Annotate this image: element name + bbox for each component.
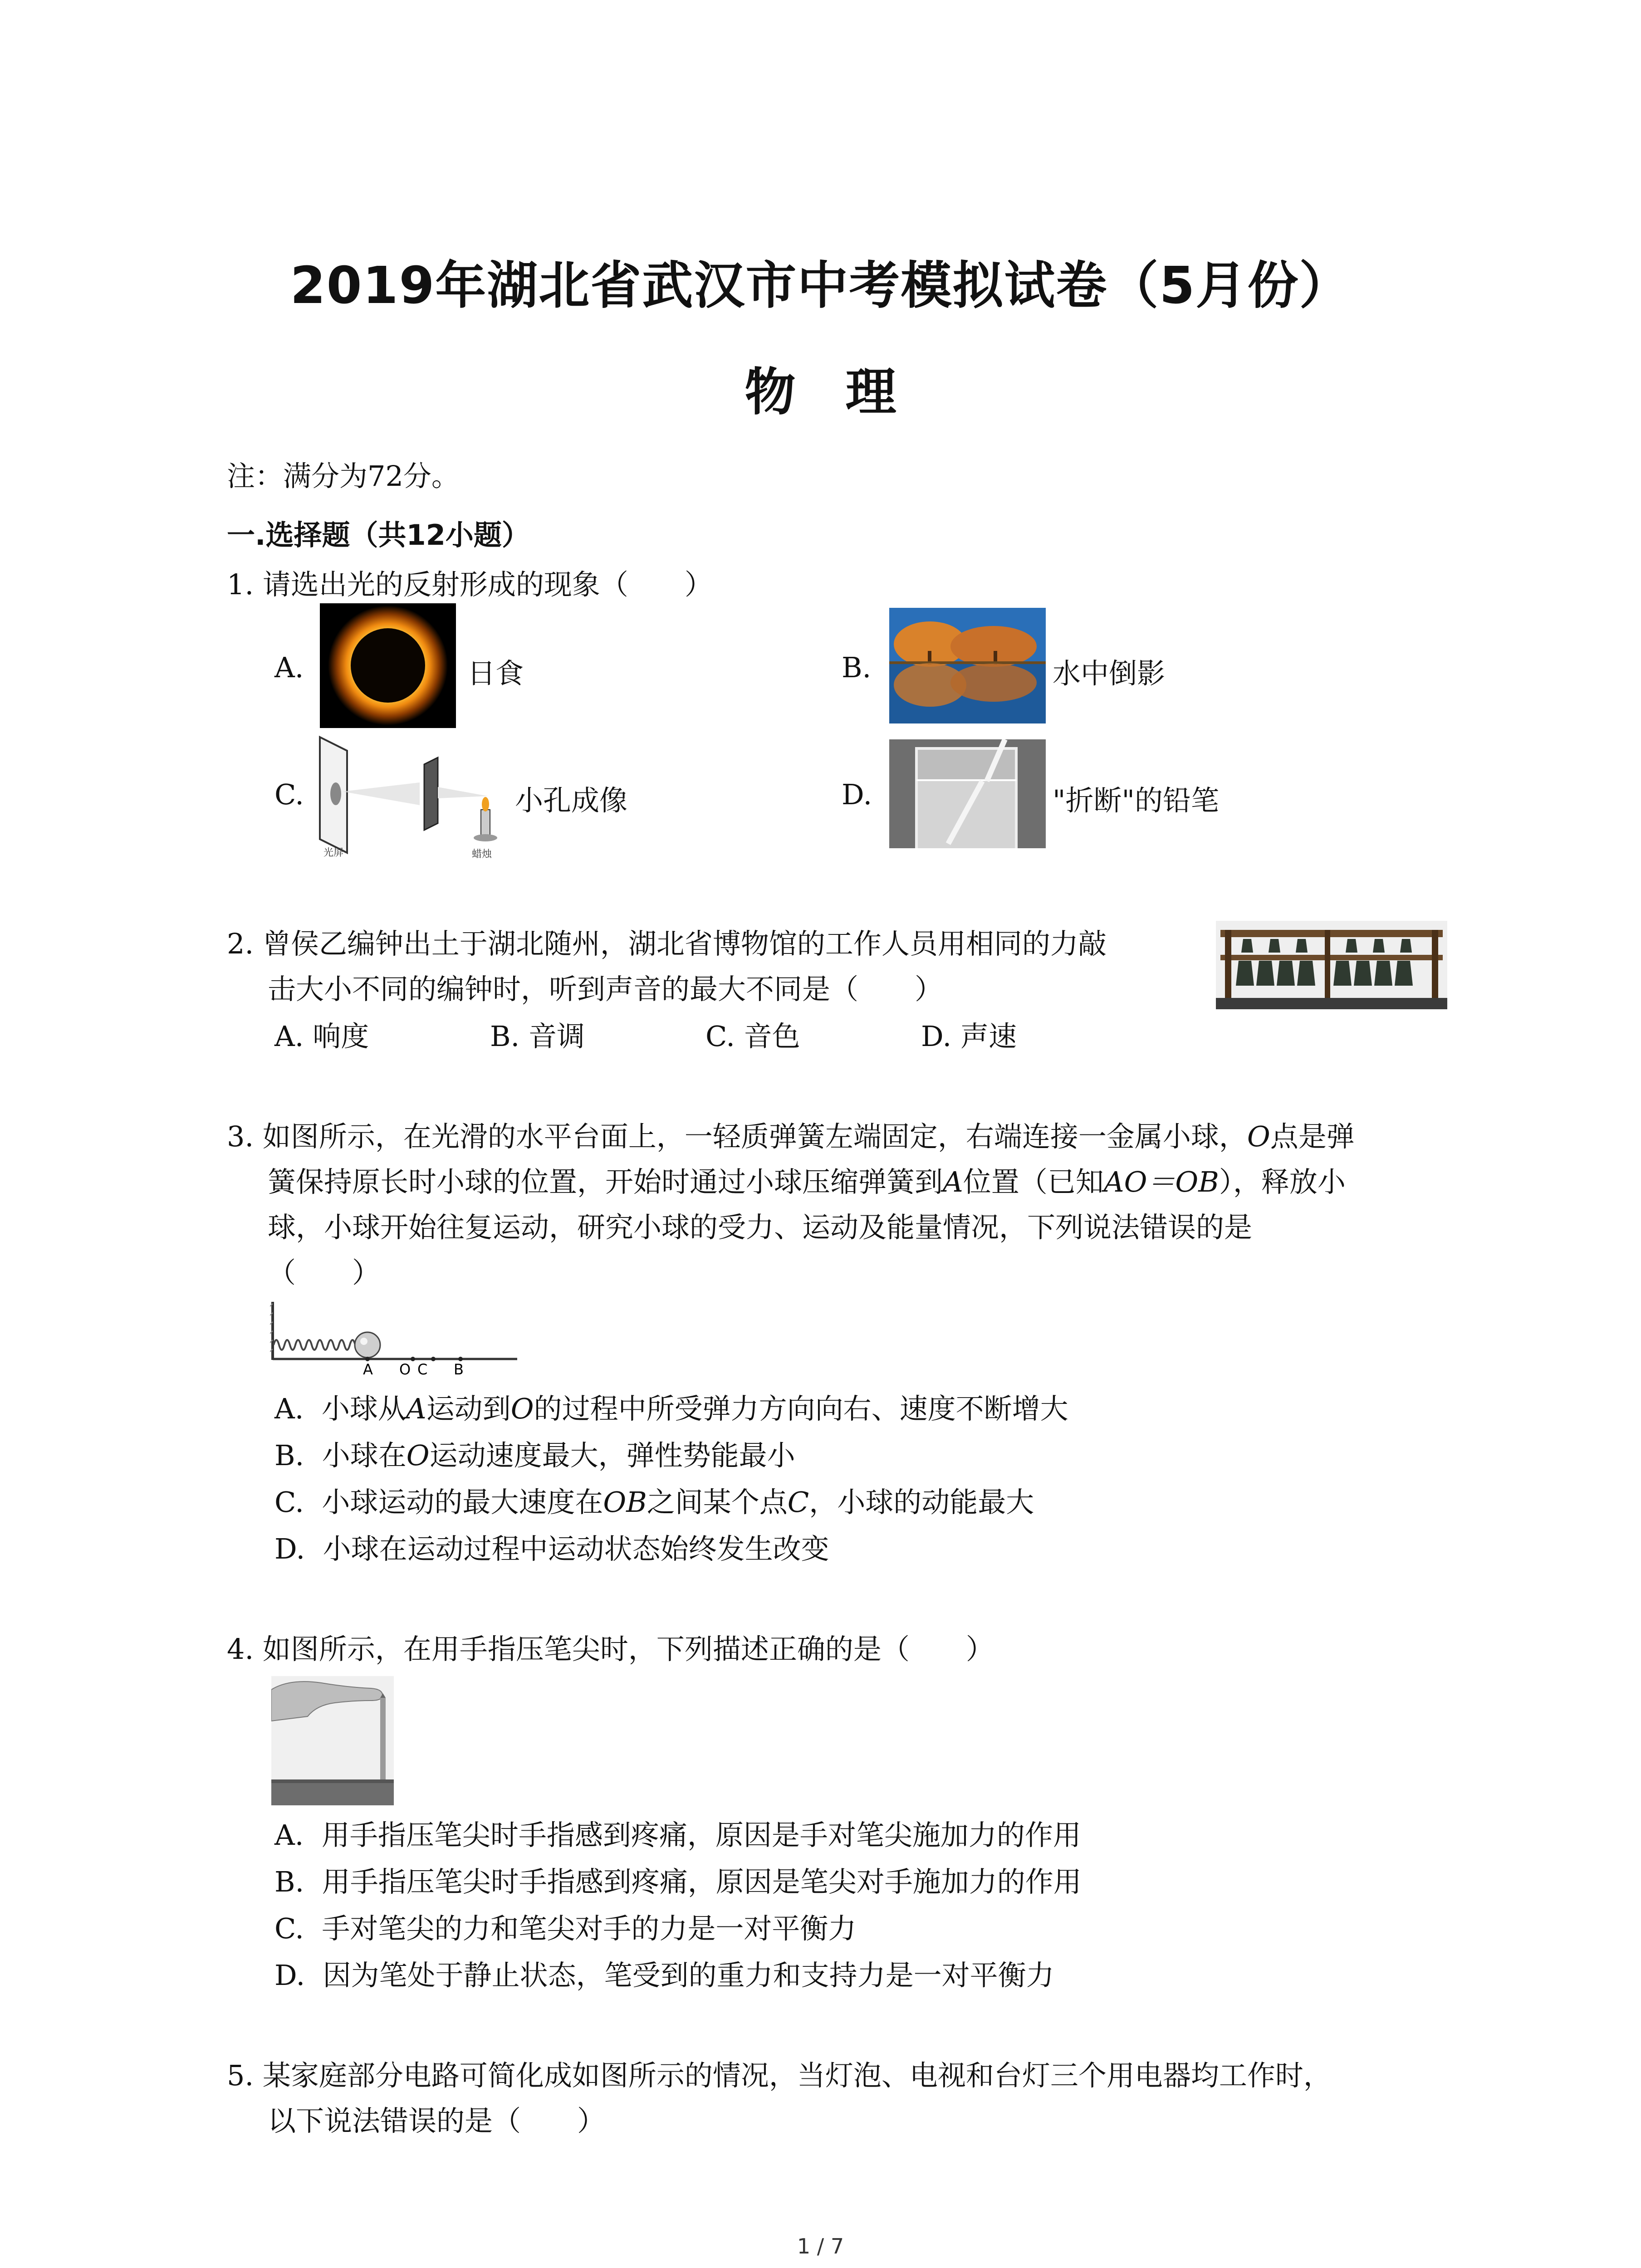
q3-option-b-text: 小球在	[322, 1439, 407, 1472]
q4-option-a-letter: A.	[274, 1818, 304, 1852]
screen-label: 光屏	[323, 847, 344, 859]
q2-option-c-text: 音色	[744, 1020, 800, 1053]
q3-stem-line4: （ ）	[268, 1256, 381, 1289]
bent-pencil-icon	[889, 739, 1046, 848]
q1-option-a-text: 日食	[467, 657, 524, 690]
q2-stem-line2: 击大小不同的编钟时，听到声音的最大不同是（ ）	[268, 973, 943, 1006]
q2-option-a-text: 响度	[313, 1020, 369, 1053]
q3-option-c-mid: 之间某个点	[647, 1486, 788, 1519]
q3-option-a-mid: 运动到	[426, 1392, 511, 1425]
q3-option-b-tail: 运动速度最大，弹性势能最小	[429, 1439, 795, 1472]
q2-option-d	[921, 1014, 1017, 1054]
chime-bells-icon	[1216, 921, 1447, 1009]
q1-option-d-text: "折断"的铅笔	[1053, 784, 1220, 817]
label-c: C	[417, 1361, 428, 1377]
q2-option-d-letter: D.	[921, 1020, 952, 1053]
q2-option-b-letter: B.	[490, 1020, 520, 1053]
tree-reflection-icon	[889, 608, 1046, 723]
q3-option-c-point-c: C	[787, 1486, 809, 1519]
q4-stem: 4. 如图所示，在用手指压笔尖时，下列描述正确的是（ ）	[227, 1633, 994, 1666]
q2-option-c	[705, 1014, 800, 1054]
exam-title: 2019年湖北省武汉市中考模拟试卷（5月份）	[290, 256, 1351, 315]
q3-stem-line3: 球，小球开始往复运动，研究小球的受力、运动及能量情况，下列说法错误的是	[268, 1211, 1253, 1244]
q1-option-a-letter: A.	[274, 651, 304, 684]
q3-stem-line1	[227, 1114, 1355, 1160]
q4-option-d	[274, 1952, 1054, 1999]
q3-option-c	[274, 1479, 1034, 1525]
q4-option-b	[274, 1859, 1082, 1905]
q3-option-d-text: 小球在运动过程中运动状态始终发生改变	[323, 1532, 829, 1565]
q2-option-b-text: 音调	[529, 1020, 585, 1053]
q4-option-c-text: 手对笔尖的力和笔尖对手的力是一对平衡力	[322, 1912, 857, 1945]
q4-option-b-text: 用手指压笔尖时手指感到疼痛，原因是笔尖对手施加力的作用	[322, 1865, 1082, 1898]
q3-option-a	[274, 1386, 1068, 1432]
q2-option-a	[274, 1014, 369, 1054]
q1-stem: 1. 请选出光的反射形成的现象（ ）	[227, 568, 713, 601]
q3-option-b	[274, 1432, 795, 1479]
q4-option-b-letter: B.	[274, 1865, 304, 1898]
candle-label: 蜡烛	[472, 849, 492, 860]
q4-option-d-letter: D.	[274, 1959, 305, 1992]
q2-stem-line1: 2. 曾侯乙编钟出土于湖北随州，湖北省博物馆的工作人员用相同的力敲	[227, 927, 1107, 960]
q3-option-b-letter: B.	[274, 1439, 304, 1472]
q3-line1-tail: 点是弹	[1270, 1120, 1355, 1153]
q3-option-b-point-o: O	[406, 1439, 430, 1472]
label-a: A	[363, 1361, 373, 1377]
subject-title: 物理	[745, 363, 946, 422]
q3-option-a-letter: A.	[274, 1392, 304, 1425]
q3-line2-tail: ），释放小	[1219, 1165, 1346, 1198]
q3-line2-mid: 位置（已知	[963, 1165, 1104, 1198]
q3-option-c-tail: ，小球的动能最大	[809, 1486, 1034, 1519]
q3-option-a-point-o: O	[510, 1392, 534, 1425]
pinhole-camera-icon	[315, 733, 510, 862]
label-b: B	[454, 1361, 464, 1377]
q4-option-d-text: 因为笔处于静止状态，笔受到的重力和支持力是一对平衡力	[323, 1959, 1054, 1992]
q2-option-b	[490, 1014, 585, 1054]
q3-option-a-text: 小球从	[321, 1392, 406, 1425]
q4-option-c	[274, 1906, 856, 1952]
label-o: O	[399, 1361, 411, 1377]
q3-line1-text: 3. 如图所示，在光滑的水平台面上，一轻质弹簧左端固定，右端连接一金属小球，	[227, 1120, 1247, 1153]
solar-eclipse-icon	[320, 603, 456, 728]
q5-stem-line1: 5. 某家庭部分电路可简化成如图所示的情况，当灯泡、电视和台灯三个用电器均工作时，	[227, 2059, 1332, 2092]
score-note: 注：满分为72分。	[227, 459, 460, 493]
q3-option-d	[274, 1526, 829, 1572]
q1-option-b-text: 水中倒影	[1053, 657, 1166, 690]
spring-ball-diagram	[270, 1302, 524, 1377]
page-number: 1 / 7	[797, 2234, 844, 2258]
q3-option-a-tail: 的过程中所受弹力方向向右、速度不断增大	[534, 1392, 1068, 1425]
q2-option-d-text: 声速	[960, 1020, 1017, 1053]
q4-option-a	[274, 1812, 1081, 1858]
q5-stem-line2: 以下说法错误的是（ ）	[268, 2104, 606, 2137]
q1-option-c-letter: C.	[274, 778, 304, 811]
q3-point-a: A	[943, 1165, 963, 1198]
q3-option-c-ob: OB	[603, 1486, 647, 1519]
q3-ao-ob: AO＝OB	[1103, 1165, 1219, 1198]
q3-option-d-letter: D.	[274, 1532, 305, 1565]
finger-pressing-pencil-icon	[271, 1676, 394, 1805]
q3-option-c-letter: C.	[274, 1486, 304, 1519]
q3-point-o: O	[1247, 1120, 1270, 1153]
q1-option-c-text: 小孔成像	[515, 784, 628, 817]
q2-option-a-letter: A.	[274, 1020, 304, 1053]
q4-option-a-text: 用手指压笔尖时手指感到疼痛，原因是手对笔尖施加力的作用	[321, 1818, 1081, 1852]
q3-option-c-text: 小球运动的最大速度在	[322, 1486, 603, 1519]
q2-option-c-letter: C.	[705, 1020, 735, 1053]
q3-line2-text: 簧保持原长时小球的位置，开始时通过小球压缩弹簧到	[268, 1165, 943, 1198]
q3-option-a-point-a: A	[406, 1392, 426, 1425]
q3-stem-line2	[268, 1159, 1346, 1205]
q1-option-b-letter: B.	[842, 651, 872, 684]
section-heading: 一.选择题（共12小题）	[227, 518, 530, 552]
q4-option-c-letter: C.	[274, 1912, 304, 1945]
q1-option-d-letter: D.	[842, 778, 872, 811]
